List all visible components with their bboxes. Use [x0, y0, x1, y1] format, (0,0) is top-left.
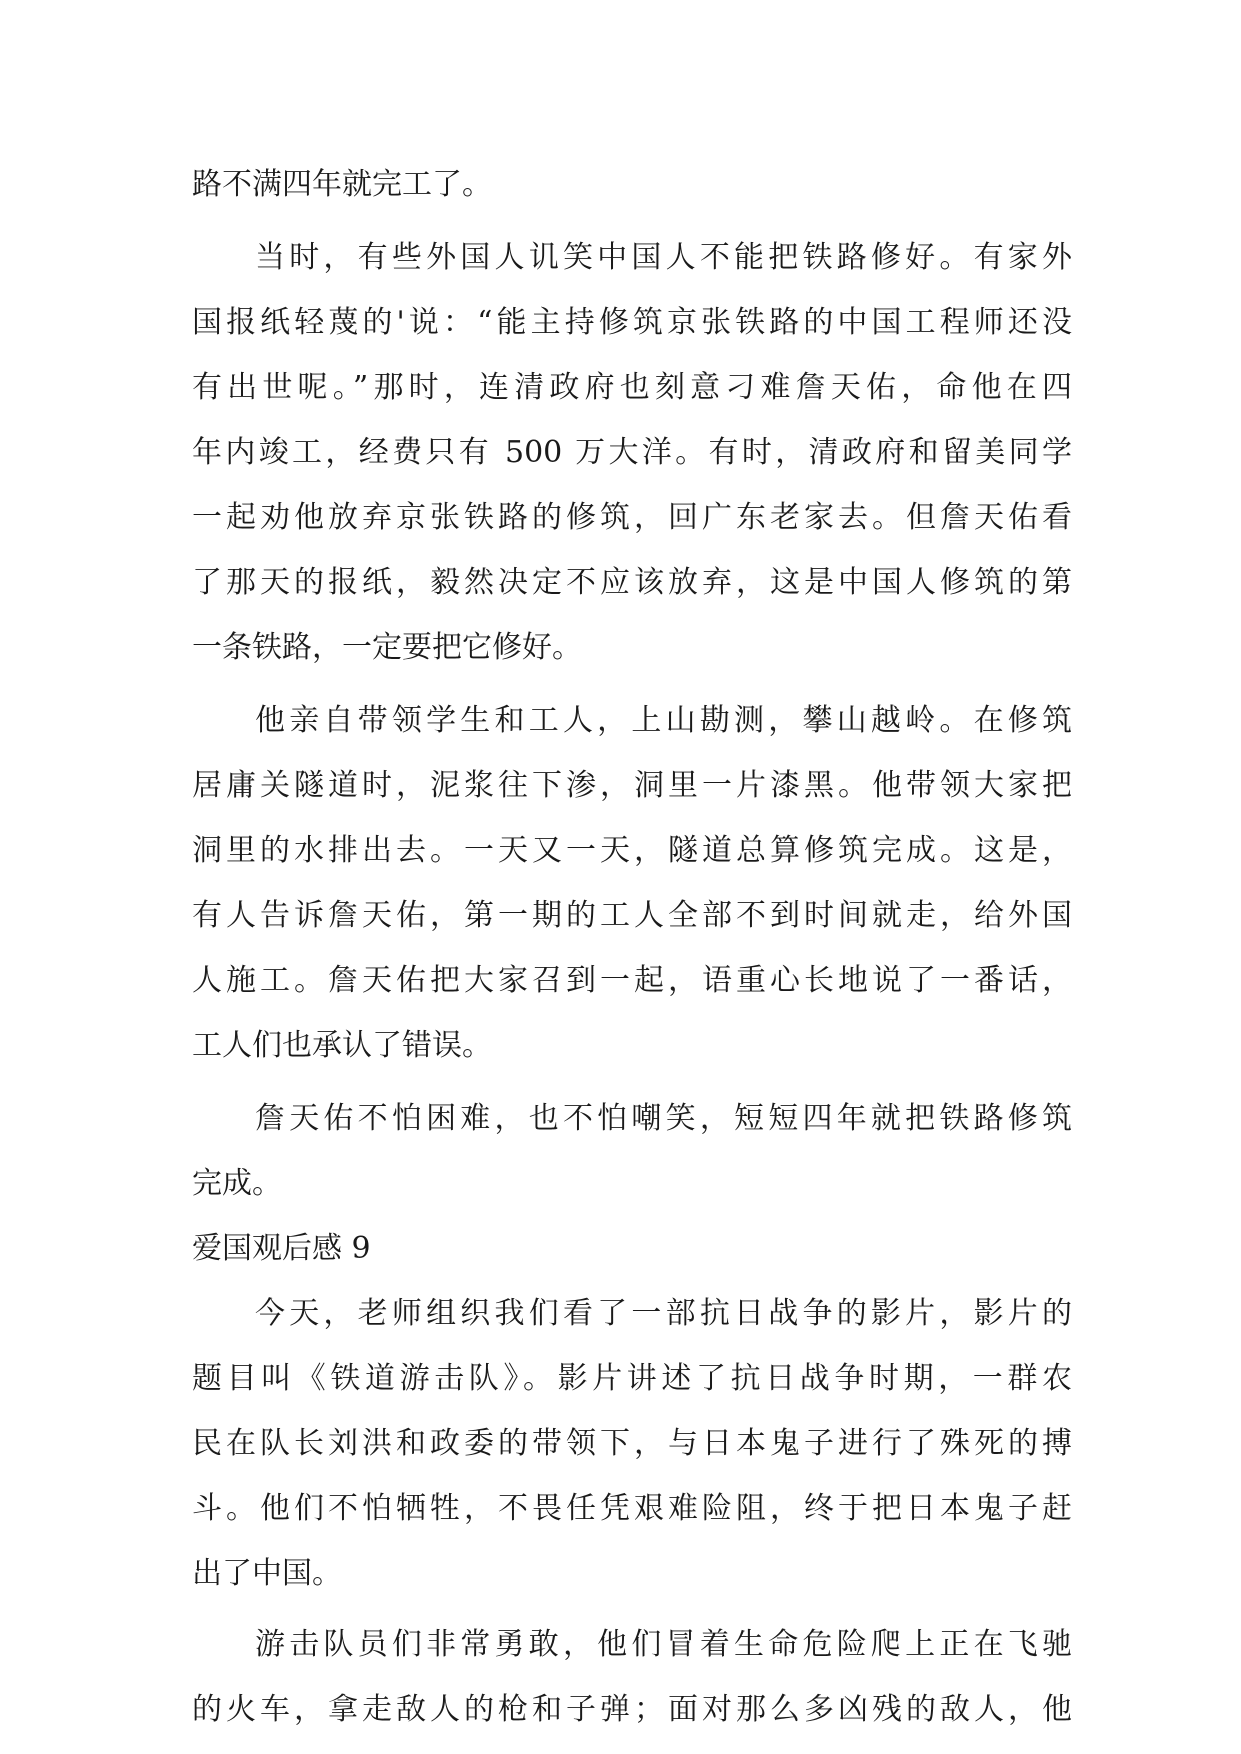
- text-line-9: 他亲自带领学生和工人，上山勘测，攀山越岭。在修筑: [255, 703, 1072, 738]
- text-line-14: 工人们也承认了错误。: [192, 1028, 492, 1063]
- text-line-6: 一起劝他放弃京张铁路的修筑，回广东老家去。但詹天佑看: [192, 500, 1072, 535]
- text-line-22: 出了中国。: [192, 1556, 342, 1591]
- text-line-3: 国报纸轻蔑的'说：“能主持修筑京张铁路的中国工程师还没: [192, 305, 1072, 340]
- text-line-12: 有人告诉詹天佑，第一期的工人全部不到时间就走，给外国: [192, 898, 1072, 933]
- text-line-15: 詹天佑不怕困难，也不怕嘲笑，短短四年就把铁路修筑: [255, 1101, 1072, 1136]
- text-line-10: 居庸关隧道时，泥浆往下渗，洞里一片漆黑。他带领大家把: [192, 768, 1072, 803]
- text-line-11: 洞里的水排出去。一天又一天，隧道总算修筑完成。这是，: [192, 833, 1072, 868]
- text-line-7: 了那天的报纸，毅然决定不应该放弃，这是中国人修筑的第: [192, 565, 1072, 600]
- text-line-21: 斗。他们不怕牺牲，不畏任凭艰难险阻，终于把日本鬼子赶: [192, 1491, 1072, 1526]
- text-line-23: 游击队员们非常勇敢，他们冒着生命危险爬上正在飞驰: [255, 1627, 1072, 1662]
- text-line-5: 年内竣工，经费只有 500 万大洋。有时，清政府和留美同学: [192, 435, 1072, 470]
- text-line-24: 的火车，拿走敌人的枪和子弹；面对那么多凶残的敌人，他: [192, 1692, 1072, 1727]
- text-line-18: 今天，老师组织我们看了一部抗日战争的影片，影片的: [255, 1296, 1072, 1331]
- text-line-20: 民在队长刘洪和政委的带领下，与日本鬼子进行了殊死的搏: [192, 1426, 1072, 1461]
- text-line-4: 有出世呢。”那时，连清政府也刻意刁难詹天佑，命他在四: [192, 370, 1072, 405]
- text-line-1: 路不满四年就完工了。: [192, 167, 492, 202]
- text-line-13: 人施工。詹天佑把大家召到一起，语重心长地说了一番话，: [192, 963, 1072, 998]
- text-line-8: 一条铁路，一定要把它修好。: [192, 630, 582, 665]
- text-line-16: 完成。: [192, 1166, 282, 1201]
- text-line-2: 当时，有些外国人讥笑中国人不能把铁路修好。有家外: [255, 240, 1072, 275]
- text-line-19: 题目叫《铁道游击队》。影片讲述了抗日战争时期，一群农: [192, 1361, 1072, 1396]
- section-heading: 爱国观后感 9: [192, 1231, 371, 1266]
